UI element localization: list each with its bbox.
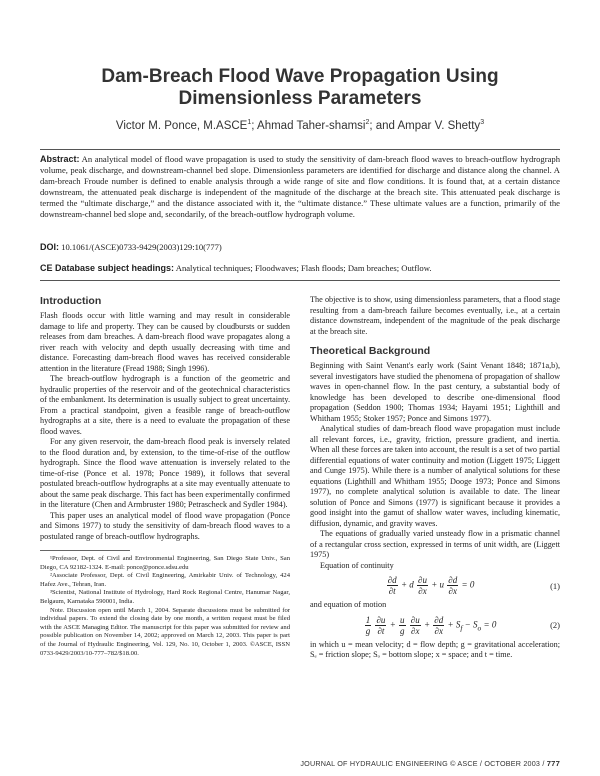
left-column xyxy=(40,295,290,658)
intro-paragraph-2: The breach-outflow hydrograph is a function of the geometric and hydraulic properties of the reservoir and of the geotechnical characteristics of the embankment. Its determination is usually subject to great uncertainty. From a practical standpoint, given a feasible range of breach-outflow hydrographs at a site, there is a need to evaluate the propagation of these flood waves. xyxy=(40,374,290,436)
title-line-1: Dam-Breach Flood Wave Propagation Using xyxy=(101,66,499,87)
abstract xyxy=(40,154,560,220)
author-list xyxy=(0,119,600,132)
introduction-heading: Introduction xyxy=(40,295,102,307)
equation-continuity xyxy=(310,575,560,596)
doi-value: 10.1061/(ASCE)0733-9429(2003)129:10(777) xyxy=(61,242,222,252)
intro-paragraph-4: This paper uses an analytical model of flood wave propagation (Ponce and Simons 1977) to study the sensitivity of dam-breach flood waves to a postulated range of breach-outflow hydrographs. xyxy=(40,510,290,541)
doi-line xyxy=(40,242,560,253)
objective-paragraph: The objective is to show, using dimensionless parameters, that a flood stage resulting from a dam-breach failure becomes eventually, i.e., at a certain distance downstream, independent of the magnitude of the peak discharge at the breach site. xyxy=(310,295,560,336)
subject-headings-label: CE Database subject headings: xyxy=(40,263,175,273)
abstract-text: An analytical model of flood wave propagation is used to study the sensitivity of dam-breach flood waves to breach-outflow hydrograph volume, peak discharge, and downstream-channel bed slope. Dimensionless parameters are identified for discharge and distance along the channel. A dam-breach Froude number is defined to enable analysis through a wide range of site and flow conditions. It is found that, at a certain distance downstream, the attenuated peak discharge is independent of the magnitude of the discharge at the breach site. This attenuated peak discharge is termed the “ultimate discharge,” and the distance associated with it, the “ultimate distance.” These ultimate values are a function, primarily of the downstream-channel bed slope and, secondarily, of the breach-outflow hydrograph volume. xyxy=(40,154,560,219)
eq1-label: Equation of continuity xyxy=(320,560,394,570)
intro-paragraph-3: For any given reservoir, the dam-breach flood peak is inversely related to the flood duration and, by extension, to the time-of-rise of the outflow hydrograph. Since the flood wave attenuation is inversely related to the time-of-rise (Ponce et al. 1978; Ponce 1989), it follows that several postulated breach-outflow hydrographs at a site may eventually attenuate to about the same peak discharge. This fact has been experimentally confirmed in the literature (Chen and Armbruster 1980; Petrascheck and Sydler 1984). xyxy=(40,437,291,509)
subject-headings xyxy=(40,263,560,274)
doi-label: DOI: xyxy=(40,242,59,252)
rule-bottom xyxy=(40,280,560,281)
rule-top xyxy=(40,149,560,150)
equation-motion-body: $\frac{1}{g}$ $\frac{\partial u}{\partial t}$ + $\frac{u}{g}$ $\frac{\partial u}{\partial x}$ + $\frac{\partial d}{\partial x}$ + $S_f - S_o = 0$ xyxy=(365,614,497,636)
author-3-affil: 3 xyxy=(480,119,485,126)
theory-paragraph-2: Analytical studies of dam-breach flood wave propagation must include all relevant forces, i.e., gravity, friction, pressure gradient, and inertia. When all these forces are taken into account, the result is a set of two partial differential equations of water continuity and motion (Liggett 1975; Liggett and Cunge 1975). While there is a number of analytical solutions for these equations (Lighthill and Whitham 1955; Dooge 1973; Ponce and Simons 1977), no complete analytical solution is available to date. The linear solution of Ponce and Simons (1977) is significant because it provides a good insight into the gamut of shallow water waves, including kinematic, diffusion, dynamic, and gravity waves. xyxy=(310,424,560,528)
theory-heading: Theoretical Background xyxy=(310,345,431,357)
variable-definitions: in which u = mean velocity; d = flow depth; g = gravitational acceleration; Sₑ = friction slope; Sₒ = bottom slope; x = space; and t = time. xyxy=(310,639,560,659)
author-1-affil: 1 xyxy=(247,119,252,126)
equation-continuity-body: $\frac{\partial d}{\partial t}$ + d $\frac{\partial u}{\partial x}$ + u $\frac{\partial d}{\partial x}$ = 0 xyxy=(387,575,475,596)
page-footer xyxy=(300,759,560,768)
theory-paragraph-3: The equations of gradually varied unsteady flow in a prismatic channel of a rectangular cross section, expressed in terms of unit width, are (Liggett 1975) xyxy=(310,529,560,559)
footnote-1: ¹Professor, Dept. of Civil and Environmental Engineering, San Diego State Univ., San Diego, CA 92182-1324. E-mail: ponce@ponce.sdsu.edu xyxy=(40,555,290,571)
author-3: ; and Ampar V. Shetty xyxy=(369,119,481,132)
paper-title xyxy=(0,66,600,110)
right-column xyxy=(310,295,560,661)
theory-paragraph-1: Beginning with Saint Venant's early work (Saint Venant 1848; 1871a,b), several investigators have studied the phenomena of propagation of shallow waves in open-channel flow. In the past century, a substantial body of knowledge has been developed to describe one-dimensional flood propagation (Seddon 1900; Thomas 1934; Hayami 1951; Lighthill and Whitham 1955; Stoker 1957; Ponce and Simons 1977). xyxy=(310,361,560,423)
footer-journal: JOURNAL OF HYDRAULIC ENGINEERING © ASCE / OCTOBER 2003 / xyxy=(300,759,545,768)
footnote-note: Note. Discussion open until March 1, 2004. Separate discussions must be submitted for individual papers. To extend the closing date by one month, a written request must be filed with the ASCE Managing Editor. The manuscript for this paper was submitted for review and possible publication on November 14, 2002; approved on March 12, 2003. This paper is part of the Journal of Hydraulic Engineering, Vol. 129, No. 10, October 1, 2003. ©ASCE, ISSN 0733-9429/2003/10-777–782/$18.00. xyxy=(40,606,290,657)
footnote-2: ²Associate Professor, Dept. of Civil Engineering, Amirkabir Univ. of Technology, 424 Hafez Ave., Tehran, Iran. xyxy=(40,572,290,588)
intro-paragraph-1: Flash floods occur with little warning and may result in considerable damage to life and property. They can be caused by cloudbursts or sudden releases from dam breaches. A dam-breach flood wave propagates along a river reach with velocity and depth usually decreasing with time and distance. Forecasting dam-breach flood waves has received considerable attention in the literature (Fread 1988; Singh 1996). xyxy=(40,311,290,373)
equation-1-number: (1) xyxy=(550,580,560,591)
footnote-3: ³Scientist, National Institute of Hydrology, Hard Rock Regional Centre, Hanumar Nagar, Belgaum, Karnataka 590001, India. xyxy=(40,589,290,605)
eq2-label: and equation of motion xyxy=(310,600,387,609)
footnote-rule xyxy=(40,550,130,551)
author-1: Victor M. Ponce, M.ASCE xyxy=(115,119,248,132)
equation-motion xyxy=(310,615,560,636)
author-2-affil: 2 xyxy=(365,119,370,126)
title-line-2: Dimensionless Parameters xyxy=(178,88,422,109)
page-number: 777 xyxy=(546,759,560,768)
abstract-label: Abstract: xyxy=(40,154,80,164)
author-2: ; Ahmad Taher-shamsi xyxy=(251,119,366,132)
subject-headings-value: Analytical techniques; Floodwaves; Flash floods; Dam breaches; Outflow. xyxy=(175,263,432,273)
equation-2-number: (2) xyxy=(550,620,560,630)
